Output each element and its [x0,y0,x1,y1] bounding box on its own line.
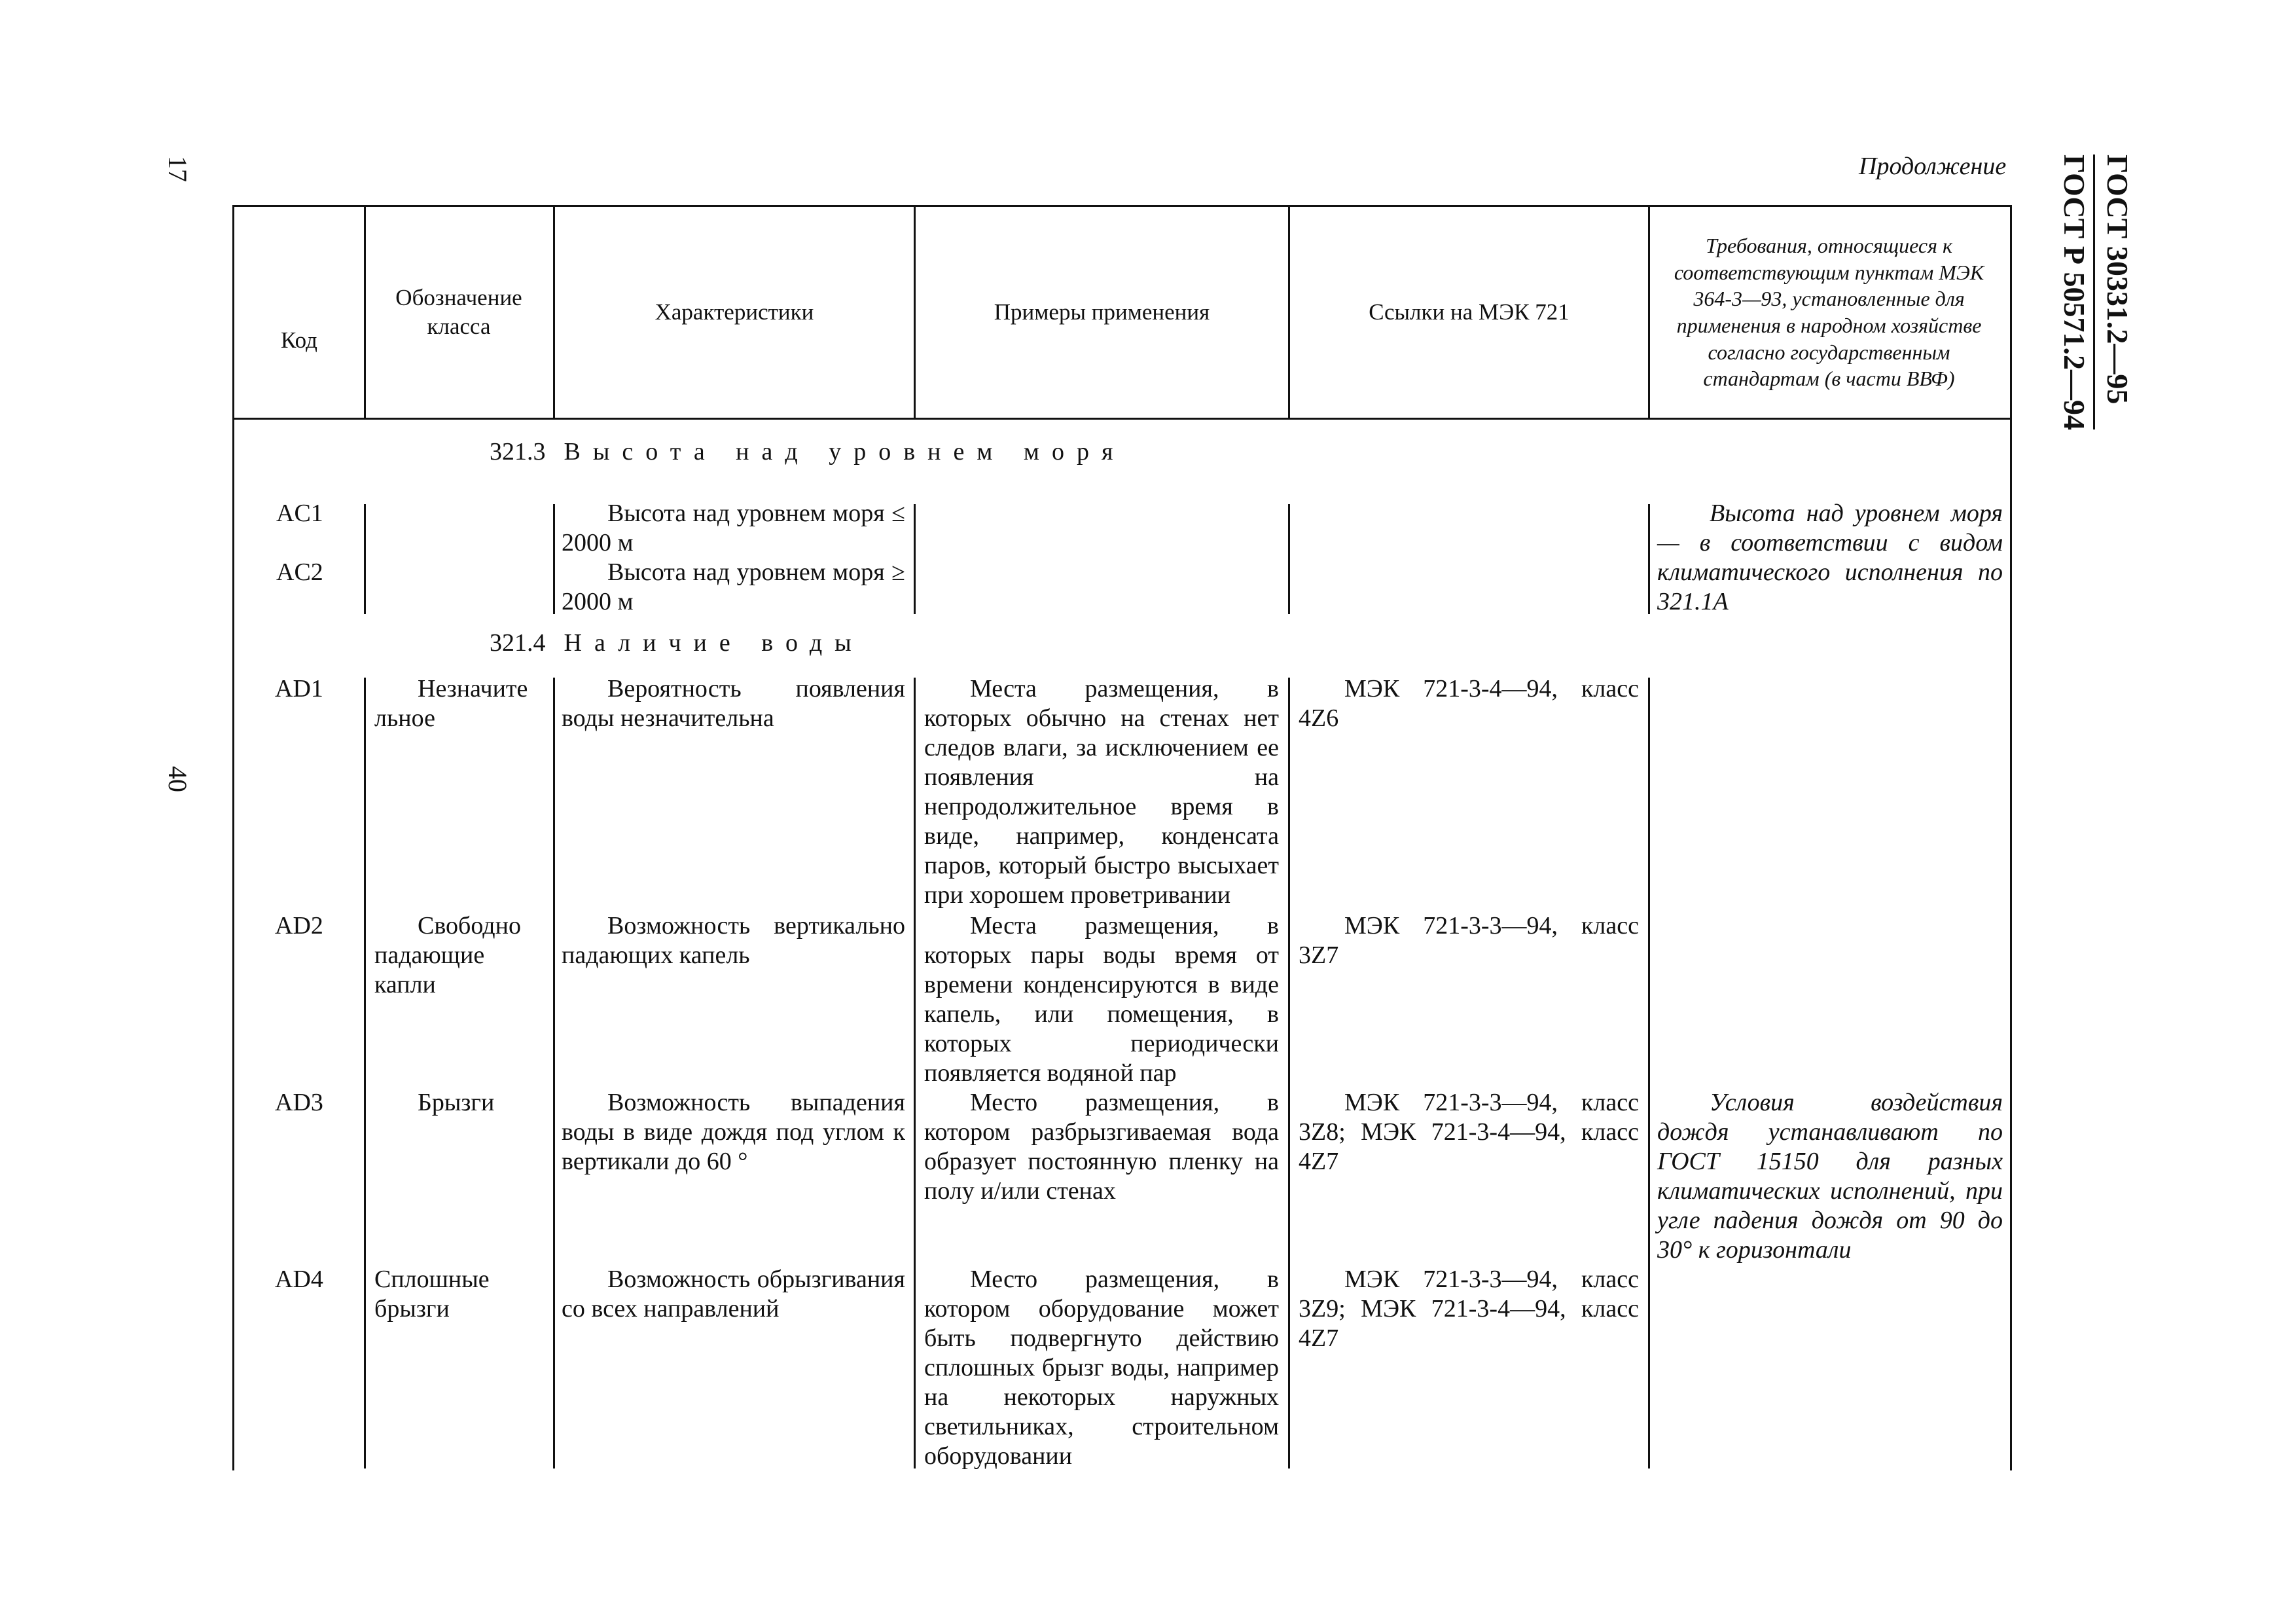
page-number-top: 17 [163,156,192,182]
water-divider [914,678,916,1468]
altitude-divider [364,504,366,614]
water-row-characteristic: Возможность выпадения воды в виде дождя под углом к вертикали до 60 ° [562,1089,905,1175]
water-divider [1288,678,1290,1468]
altitude-row-code: AC2 [276,558,323,586]
water-row-example: Места размещения, в которых пары воды время от времени конденсируются в виде капель, или помещения, в которых периодически появляется водяной пар [924,912,1279,1087]
section-altitude-heading [490,437,1125,466]
header-characteristics: Характеристики [655,299,814,325]
water-row-designation: Брызги [418,1089,495,1116]
section-water-heading [490,629,864,657]
water-row-iec-ref: МЭК 721-3-3—94, класс 3Z7 [1299,912,1639,969]
standard-divider [2093,155,2095,429]
altitude-divider [914,504,916,614]
water-row-characteristic: Возможность обрызгивания со всех направлений [562,1266,905,1322]
water-divider [364,678,366,1468]
water-row-iec-ref: МЭК 721-3-4—94, класс 4Z6 [1299,675,1639,732]
header-divider [364,205,366,420]
standard-code-secondary: ГОСТ Р 50571.2—94 [2058,155,2091,430]
continuation-label: Продолжение [1859,153,2007,180]
section-number: 321.4 [490,629,546,657]
water-row-code: AD4 [275,1266,323,1293]
water-row-iec-ref: МЭК 721-3-3—94, класс 3Z8; МЭК 721-3-4—94, класс 4Z7 [1299,1089,1639,1175]
altitude-divider [1288,504,1290,614]
header-code: Код [281,327,317,354]
water-row-iec-ref: МЭК 721-3-3—94, класс 3Z9; МЭК 721-3-4—94, класс 4Z7 [1299,1266,1639,1352]
water-row-code: AD3 [275,1089,323,1116]
section-title: Высота над уровнем моря [564,438,1126,465]
header-class-designation: Обозначение класса [395,285,522,339]
altitude-row-code: AC1 [276,500,323,527]
water-row-example: Место размещения, в котором оборудование может быть подвергнуто действию сплошных брызг воды, например на некоторых наружных светильниках, строительном оборудовании [924,1266,1279,1470]
water-row-code: AD1 [275,675,323,702]
header-bottom-rule [232,418,2012,420]
water-row-designation: Сплошные брызги [374,1266,490,1322]
altitude-row-characteristic: Высота над уровнем моря ≤ 2000 м [562,500,905,556]
water-row-example: Место размещения, в котором разбрызгиваемая вода образует постоянную пленку на полу и/или стенах [924,1089,1279,1205]
water-row-designation: Незначительное [374,675,528,732]
header-iec-refs: Ссылки на МЭК 721 [1369,299,1570,325]
water-row-requirement: Условия воздействия дождя устанавливают по ГОСТ 15150 для разных климатических исполнений, при угле падения дождя от 90 до 30° к горизонтали [1657,1089,2003,1264]
section-number: 321.3 [490,438,546,465]
water-row-characteristic: Вероятность появления воды незначительна [562,675,905,732]
altitude-divider [1648,504,1650,614]
altitude-row-characteristic: Высота над уровнем моря ≥ 2000 м [562,558,905,615]
water-row-characteristic: Возможность вертикально падающих капель [562,912,905,969]
header-examples: Примеры применения [994,299,1210,325]
water-row-designation: Свободно падающие капли [374,912,521,998]
section-title: Наличие воды [564,629,864,657]
water-divider [1648,678,1650,1468]
header-requirements: Требования, относящиеся к соответствующим пунктам МЭК 364-3—93, установленные для применения в народном хозяйстве согласно государственным стандартам (в части ВВФ) [1674,234,1984,391]
water-divider [553,678,555,1468]
standard-code-primary: ГОСТ 30331.2—95 [2101,155,2134,405]
water-row-code: AD2 [275,912,323,939]
page-number-middle: 40 [163,766,192,792]
water-row-example: Места размещения, в которых обычно на стенах нет следов влаги, за исключением ее появления на непродолжительное время в виде, например, конденсата паров, который быстро высыхает при хорошем проветривании [924,675,1279,909]
altitude-divider [553,504,555,614]
altitude-requirement: Высота над уровнем моря — в соответствии с видом климатического исполнения по 321.1А [1657,500,2003,615]
